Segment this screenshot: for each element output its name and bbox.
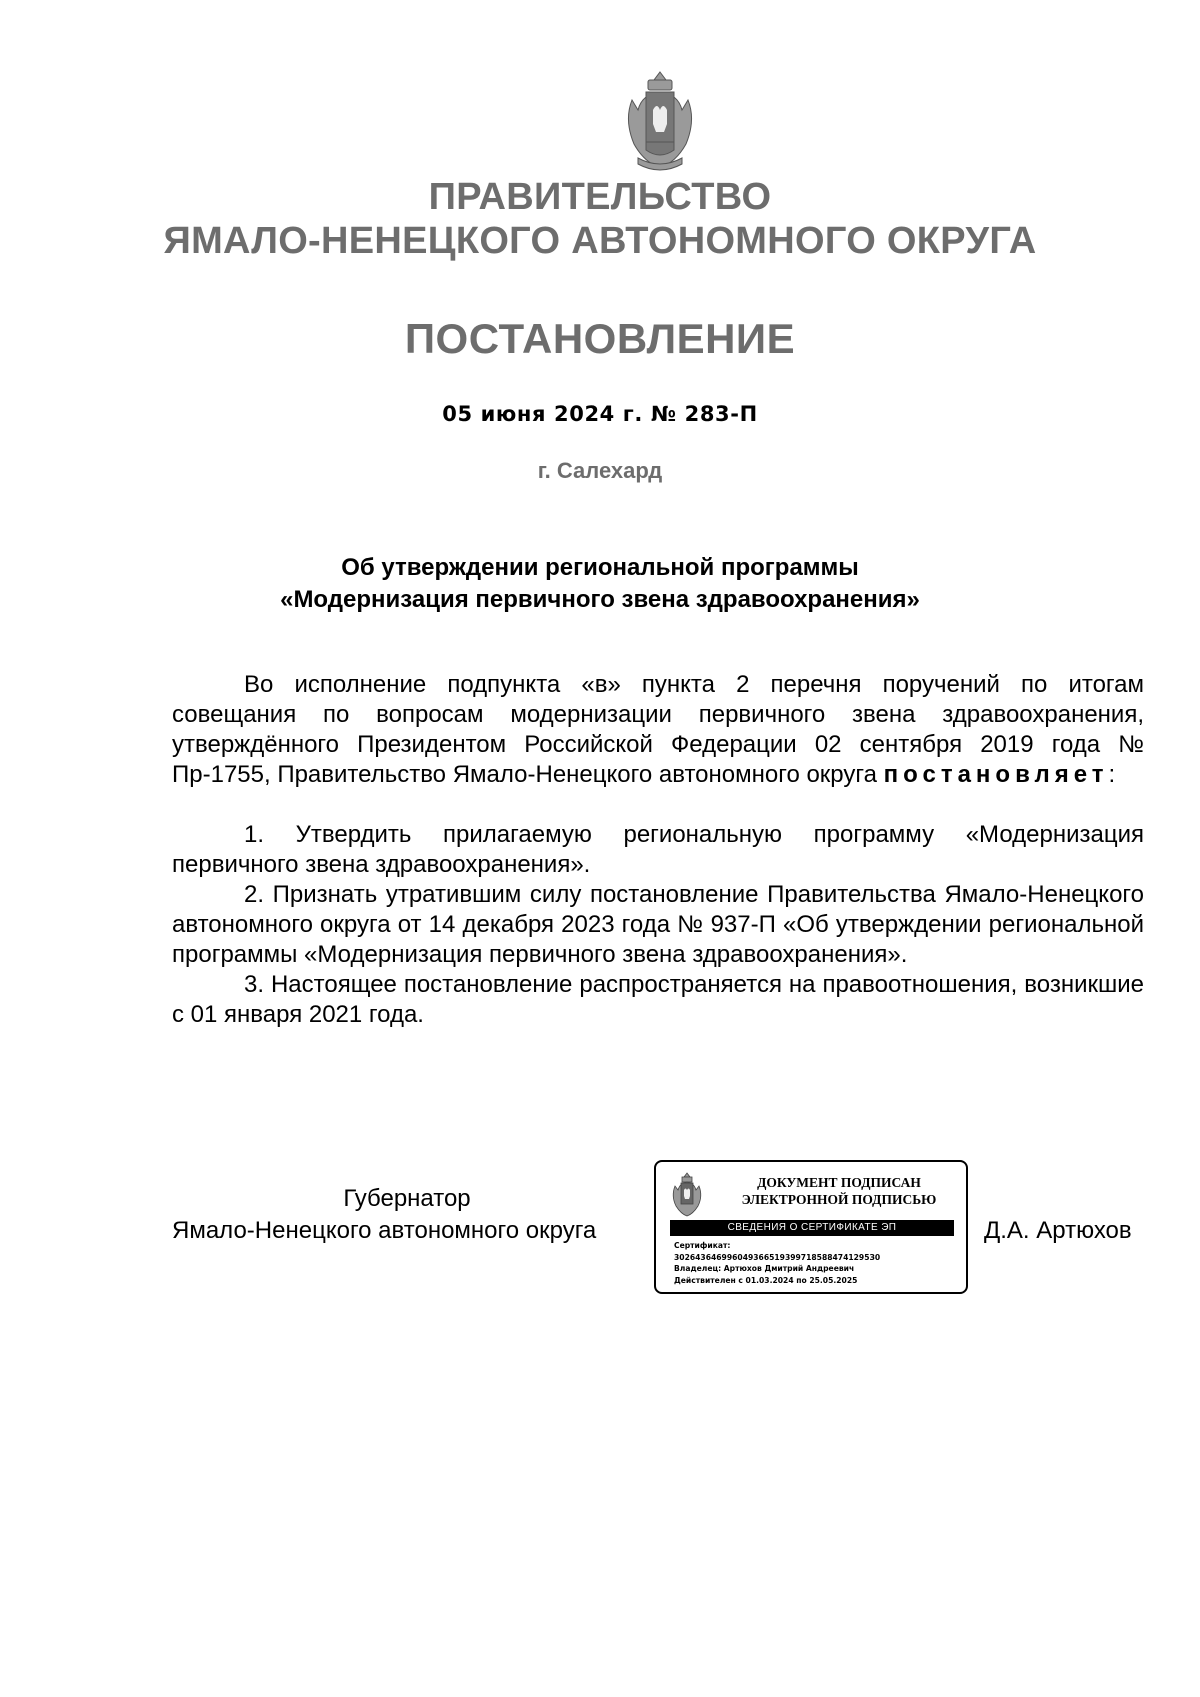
stamp-title-line2: ЭЛЕКТРОННОЙ ПОДПИСЬЮ xyxy=(741,1192,937,1207)
title-line2: «Модернизация первичного звена здравоохранения» xyxy=(280,586,920,613)
role-line2: Ямало-Ненецкого автономного округа xyxy=(172,1217,597,1244)
stamp-title-line1: ДОКУМЕНТ ПОДПИСАН xyxy=(757,1175,921,1190)
preamble xyxy=(172,670,1144,790)
role-line1: Губернатор xyxy=(343,1185,471,1212)
decree-word: постановляет xyxy=(883,761,1109,788)
signer-name: Д.А. Артюхов xyxy=(984,1217,1132,1244)
preamble-colon: : xyxy=(1108,761,1116,788)
certificate-details xyxy=(674,1240,962,1286)
stamp-title xyxy=(716,1174,962,1208)
government-name-line2: ЯМАЛО-НЕНЕЦКОГО АВТОНОМНОГО ОКРУГА xyxy=(163,220,1037,262)
coat-of-arms-icon xyxy=(620,70,700,174)
preamble-text: Во исполнение подпункта «в» пункта 2 перечня поручений по итогам совещания по вопросам модернизации первичного звена здравоохранения, утверждённого Президентом Российской Федерации 02 сентября 2019 года № Пр-1755, Правительство Ямало-Ненецкого автономного округа xyxy=(172,671,1144,788)
document-body xyxy=(172,670,1144,1030)
government-name-line1: ПРАВИТЕЛЬСТВО xyxy=(428,176,772,218)
certificate-owner: Владелец: Артюхов Дмитрий Андреевич xyxy=(674,1264,855,1273)
certificate-label: Сертификат: xyxy=(674,1241,731,1250)
certificate-info-bar: СВЕДЕНИЯ О СЕРТИФИКАТЕ ЭП xyxy=(670,1220,954,1236)
certificate-validity: Действителен с 01.03.2024 по 25.05.2025 xyxy=(674,1275,858,1285)
electronic-signature-stamp xyxy=(654,1160,968,1294)
certificate-number: 3026436469960493665193997185884741295З0 xyxy=(674,1252,881,1262)
document-title xyxy=(0,552,1200,616)
document-type: ПОСТАНОВЛЕНИЕ xyxy=(404,315,796,362)
decree-item-3: 3. Настоящее постановление распространяется на правоотношения, возникшие с 01 января 2021 года. xyxy=(172,971,1144,1028)
date-and-number: 05 июня 2024 г. № 283-П xyxy=(442,402,758,426)
signatory-role xyxy=(172,1183,642,1247)
title-line1: Об утверждении региональной программы xyxy=(341,554,859,581)
decree-item-1: 1. Утвердить прилагаемую региональную программу «Модернизация первичного звена здравоохранения». xyxy=(172,821,1144,878)
coat-of-arms-icon xyxy=(670,1172,704,1218)
decree-item-2: 2. Признать утратившим силу постановление Правительства Ямало-Ненецкого автономного округа от 14 декабря 2023 года № 937-П «Об утверждении региональной программы «Модернизация первичного звена здравоохранения». xyxy=(172,881,1144,968)
city: г. Салехард xyxy=(537,458,663,483)
